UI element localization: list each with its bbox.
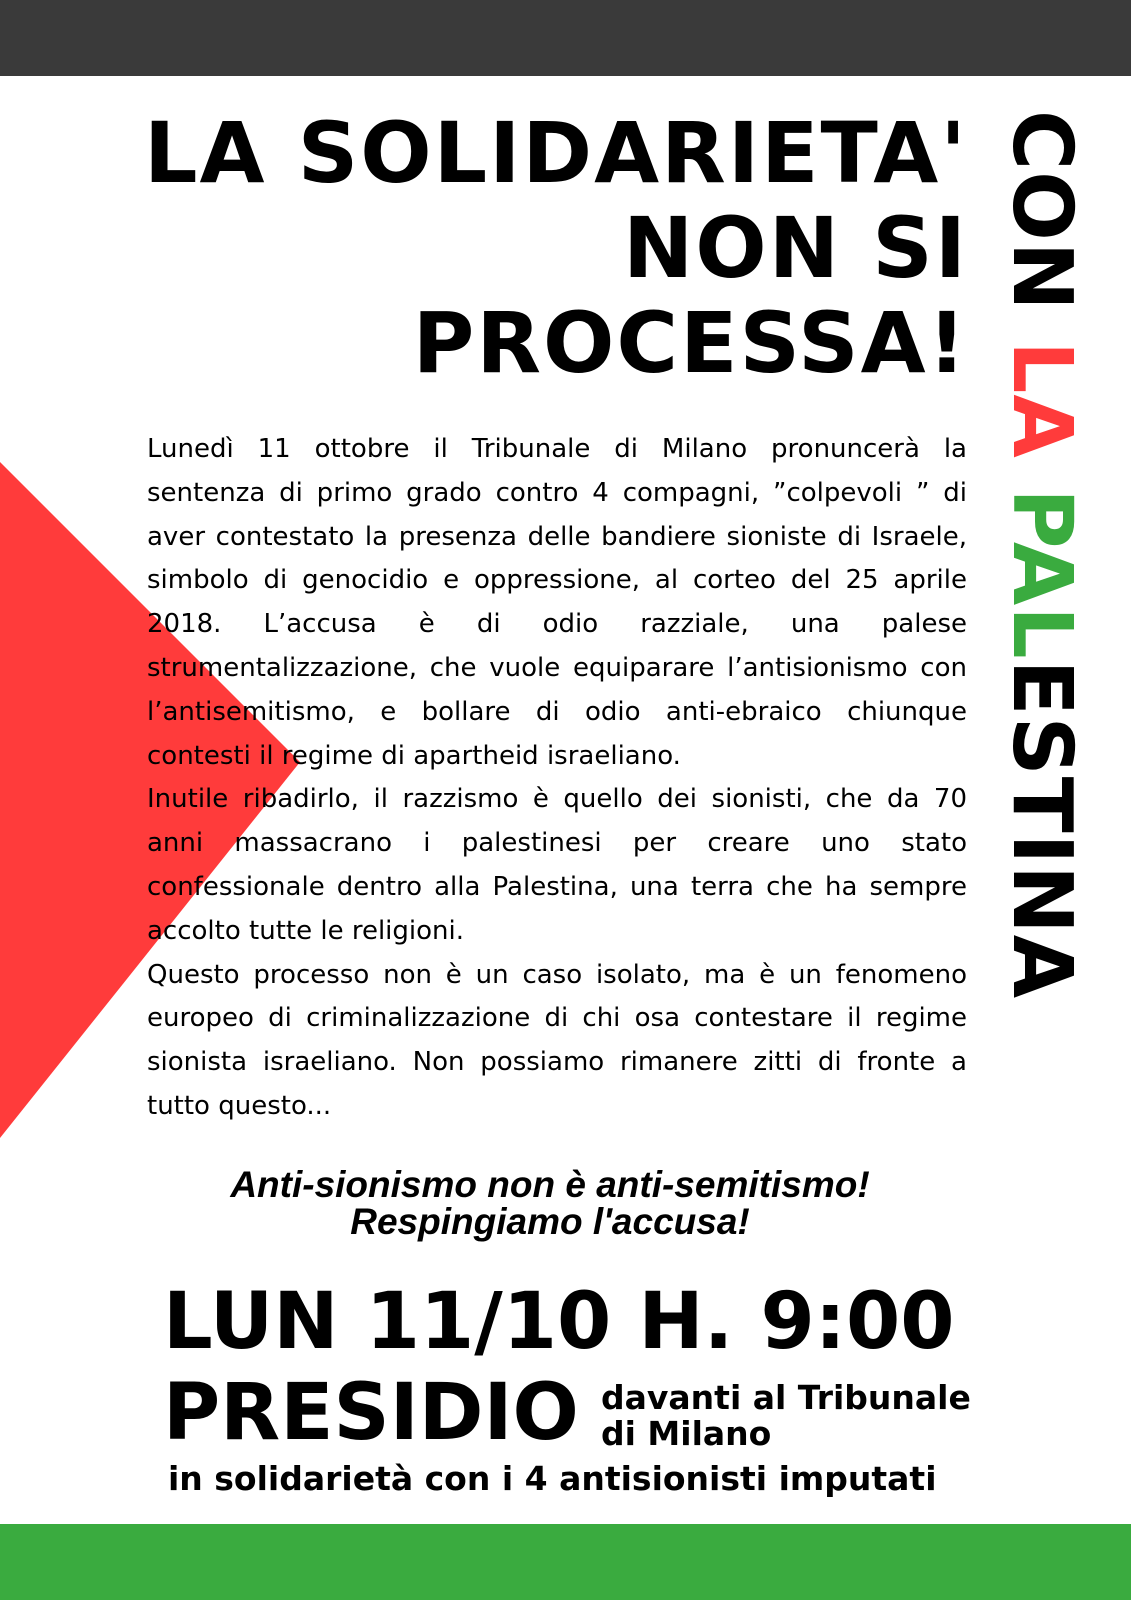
event-location-line-1: davanti al Tribunale bbox=[601, 1378, 971, 1417]
vertical-slogan-la: LA bbox=[994, 341, 1089, 489]
event-date-time: LUN 11/10 H. 9:00 bbox=[163, 1277, 955, 1367]
top-band bbox=[0, 0, 1131, 76]
event-solidarity: in solidarietà con i 4 antisionisti imputati bbox=[168, 1459, 937, 1498]
headline bbox=[144, 106, 968, 391]
body-paragraph-3: Questo processo non è un caso isolato, ma è un fenomeno europeo di criminalizzazione di chi osa contestare il regime sionista israeliano. Non possiamo rimanere zitti di fronte a tutto questo... bbox=[147, 959, 967, 1121]
body-text bbox=[147, 428, 967, 1129]
slogan-line-1: Anti-sionismo non è anti-semitismo! bbox=[230, 1164, 870, 1205]
headline-line-2: NON SI bbox=[622, 199, 968, 297]
vertical-slogan-pal: PAL bbox=[994, 488, 1089, 660]
body-paragraph-2: Inutile ribadirlo, il razzismo è quello dei sionisti, che da 70 anni massacrano i palestinesi per creare uno stato confessionale dentro alla Palestina, una terra che ha sempre accolto tutte le religioni. bbox=[147, 784, 967, 946]
event-type: PRESIDIO bbox=[163, 1368, 579, 1458]
vertical-slogan-estina: ESTINA bbox=[994, 659, 1089, 1000]
headline-line-1: LA SOLIDARIETA' bbox=[143, 104, 968, 202]
slogan bbox=[150, 1166, 950, 1240]
headline-line-3: PROCESSA! bbox=[412, 294, 968, 392]
vertical-slogan bbox=[994, 110, 1089, 1000]
event-location-line-2: di Milano bbox=[601, 1414, 772, 1453]
vertical-slogan-con: CON bbox=[994, 110, 1089, 342]
event-location bbox=[601, 1380, 971, 1452]
body-paragraph-1: Lunedì 11 ottobre il Tribunale di Milano pronuncerà la sentenza di primo grado contro 4 compagni, ”colpevoli ” di aver contestato la presenza delle bandiere sioniste di Israele, simbolo di genocidio e oppressione, al corteo del 25 aprile 2018. L’accusa è di odio razziale, una palese strumentalizzazione, che vuole equiparare l’antisionismo con l’antisemitismo, e bollare di odio anti-ebraico chiunque contesti il regime di apartheid israeliano. bbox=[147, 434, 967, 771]
bottom-band bbox=[0, 1524, 1131, 1600]
slogan-line-2: Respingiamo l'accusa! bbox=[350, 1201, 750, 1242]
